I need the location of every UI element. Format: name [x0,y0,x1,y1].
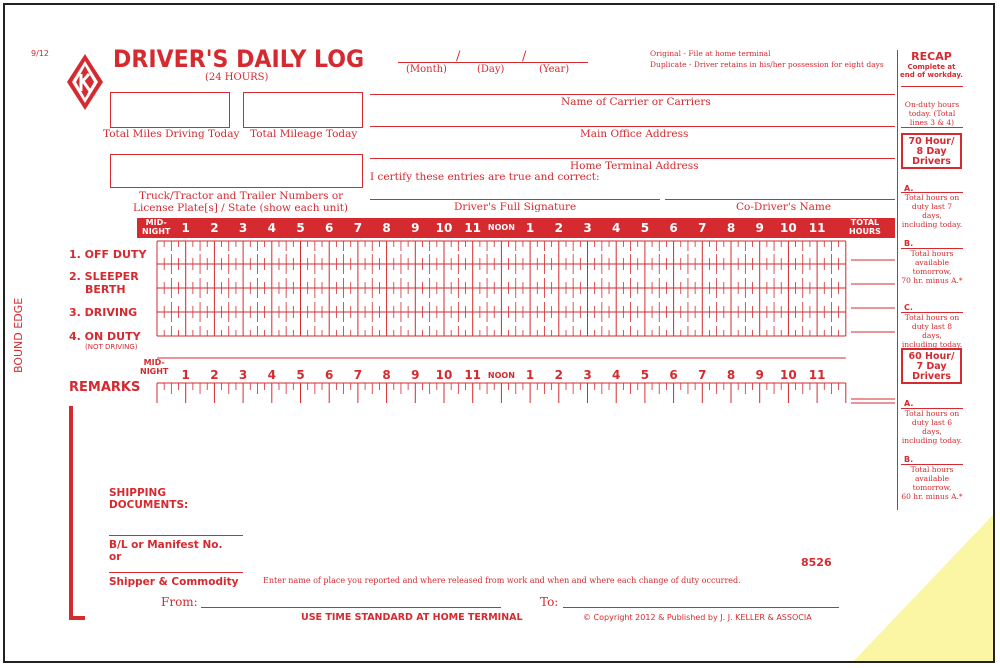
row-not-driving: (NOT DRIVING) [85,343,138,351]
hour-label: 3 [583,221,592,235]
noon-label-bottom: NOON [487,371,515,380]
recap-70-c-text: Total hours on duty last 8 days, including today. [901,313,963,349]
to-label: To: [540,595,559,609]
month-label: (Month) [406,64,447,75]
hour-label-bottom: 11 [464,368,482,382]
hour-label: 3 [238,221,248,235]
midnight-label-bottom: MID- NIGHT [140,358,169,376]
recap-divider [897,50,898,510]
hour-label: 10 [780,221,797,235]
recap-70-a: A. [904,184,914,193]
year-label: (Year) [539,64,570,75]
hour-label-bottom: 7 [353,368,363,382]
recap-70hr-box: 70 Hour/ 8 Day Drivers [901,133,962,169]
truck-label-line1: Truck/Tractor and Trailer Numbers or [139,190,344,202]
recap-header: RECAP Complete at end of workday. [900,50,963,79]
hour-label-bottom: 4 [267,368,276,382]
hour-label-bottom: 3 [583,368,592,382]
to-line[interactable] [563,607,839,608]
hour-label: 5 [640,221,650,235]
row-sleeper-berth: BERTH [85,283,126,296]
bl-line[interactable] [109,572,243,573]
certify-label: I certify these entries are true and correct: [370,171,600,183]
hour-label-bottom: 5 [296,368,305,382]
date-separator: / [456,49,461,64]
total-hours-label: TOTAL HOURS [849,218,881,236]
remarks-bracket-bottom [69,616,85,620]
copyright-note: © Copyright 2012 & Published by J. J. KELLER & ASSOCIA [583,613,812,622]
noon-label: NOON [487,223,515,232]
or-label: or [109,551,122,563]
date-separator: / [522,49,527,64]
form-subtitle: (24 HOURS) [205,72,269,83]
main-office-label: Main Office Address [580,128,689,140]
hour-label: 9 [411,221,420,235]
truck-label-line2: License Plate[s] / State (show each unit) [133,202,349,214]
hour-label: 6 [325,221,334,235]
log-sheet [3,3,995,663]
hour-label-bottom: 1 [525,368,535,382]
recap-70-a-text: Total hours on duty last 7 days, including today. [901,193,963,229]
hour-label-bottom: 2 [554,368,563,382]
hour-label: 10 [435,221,453,235]
hour-label-bottom: 8 [382,368,391,382]
hour-label-bottom: 10 [780,368,797,382]
recap-70-b-text: Total hours available tomorrow, 70 hr. minus A.* [901,249,963,285]
hour-label-bottom: 9 [755,368,764,382]
hour-label: 8 [382,221,391,235]
form-number: 8526 [801,556,832,569]
hour-label: 7 [353,221,363,235]
row-driving: 3. DRIVING [69,306,138,319]
from-line[interactable] [201,607,501,608]
duty-status-grid[interactable] [5,5,995,415]
hour-label-bottom: 9 [411,368,420,382]
hour-label-bottom: 10 [435,368,453,382]
recap-60hr-box: 60 Hour/ 7 Day Drivers [901,348,962,384]
hour-label: 1 [181,221,190,235]
recap-60-b: B. [904,455,914,464]
hour-label: 1 [525,221,535,235]
hour-label: 11 [808,221,826,235]
hour-label: 4 [612,221,621,235]
row-sleeper: 2. SLEEPER [69,270,139,283]
hour-label-bottom: 5 [640,368,650,382]
hour-label-bottom: 11 [808,368,826,382]
hour-label: 2 [554,221,563,235]
hour-label: 5 [296,221,305,235]
hour-label-bottom: 1 [181,368,190,382]
signature-label: Driver's Full Signature [454,201,577,213]
original-copy-note: Original - File at home terminal [650,49,771,58]
bound-edge-label: BOUND EDGE [12,297,25,373]
hour-label-bottom: 8 [726,368,736,382]
shipping-line[interactable] [109,535,243,536]
duplicate-copy-note: Duplicate - Driver retains in his/her possession for eight days [650,60,884,69]
time-standard-note: USE TIME STANDARD AT HOME TERMINAL [301,612,523,623]
from-label: From: [161,595,198,609]
shipper-label: Shipper & Commodity [109,576,239,588]
midnight-label: MID- NIGHT [142,218,171,236]
remarks-label: REMARKS [69,380,141,395]
row-on-duty: 4. ON DUTY [69,330,141,343]
recap-70-b: B. [904,239,914,248]
bl-manifest-label: B/L or Manifest No. [109,539,223,551]
hour-label: 2 [210,221,219,235]
instruction-text: Enter name of place you reported and where released from work and when and where each change of duty occurred. [263,576,741,585]
day-label: (Day) [477,64,505,75]
home-terminal-label: Home Terminal Address [570,160,699,172]
hour-label-bottom: 2 [210,368,219,382]
hour-label-bottom: 4 [612,368,621,382]
codriver-label: Co-Driver's Name [736,201,832,213]
hour-label: 9 [755,221,764,235]
hour-label-bottom: 6 [669,368,678,382]
hour-label: 11 [464,221,482,235]
hour-label-bottom: 6 [325,368,334,382]
hour-label-bottom: 3 [238,368,248,382]
total-mileage-label: Total Mileage Today [250,128,358,140]
recap-60-a: A. [904,399,914,408]
hour-label: 8 [726,221,736,235]
hour-label: 6 [669,221,678,235]
hour-label: 4 [267,221,276,235]
recap-60-a-text: Total hours on duty last 6 days, including today. [901,409,963,445]
recap-60-b-text: Total hours available tomorrow, 60 hr. minus A.* [901,465,963,501]
recap-onduty: On-duty hours today. (Total lines 3 & 4) [904,100,960,127]
recap-70-c: C. [904,303,913,312]
revision-label: 9/12 [31,49,49,58]
row-off-duty: 1. OFF DUTY [69,248,147,261]
form-title: DRIVER'S DAILY LOG [113,45,365,73]
hour-label: 7 [698,221,707,235]
shipping-label: SHIPPING DOCUMENTS: [109,487,189,511]
total-miles-label: Total Miles Driving Today [103,128,240,140]
carrier-label: Name of Carrier or Carriers [561,96,711,108]
hour-label-bottom: 7 [698,368,707,382]
